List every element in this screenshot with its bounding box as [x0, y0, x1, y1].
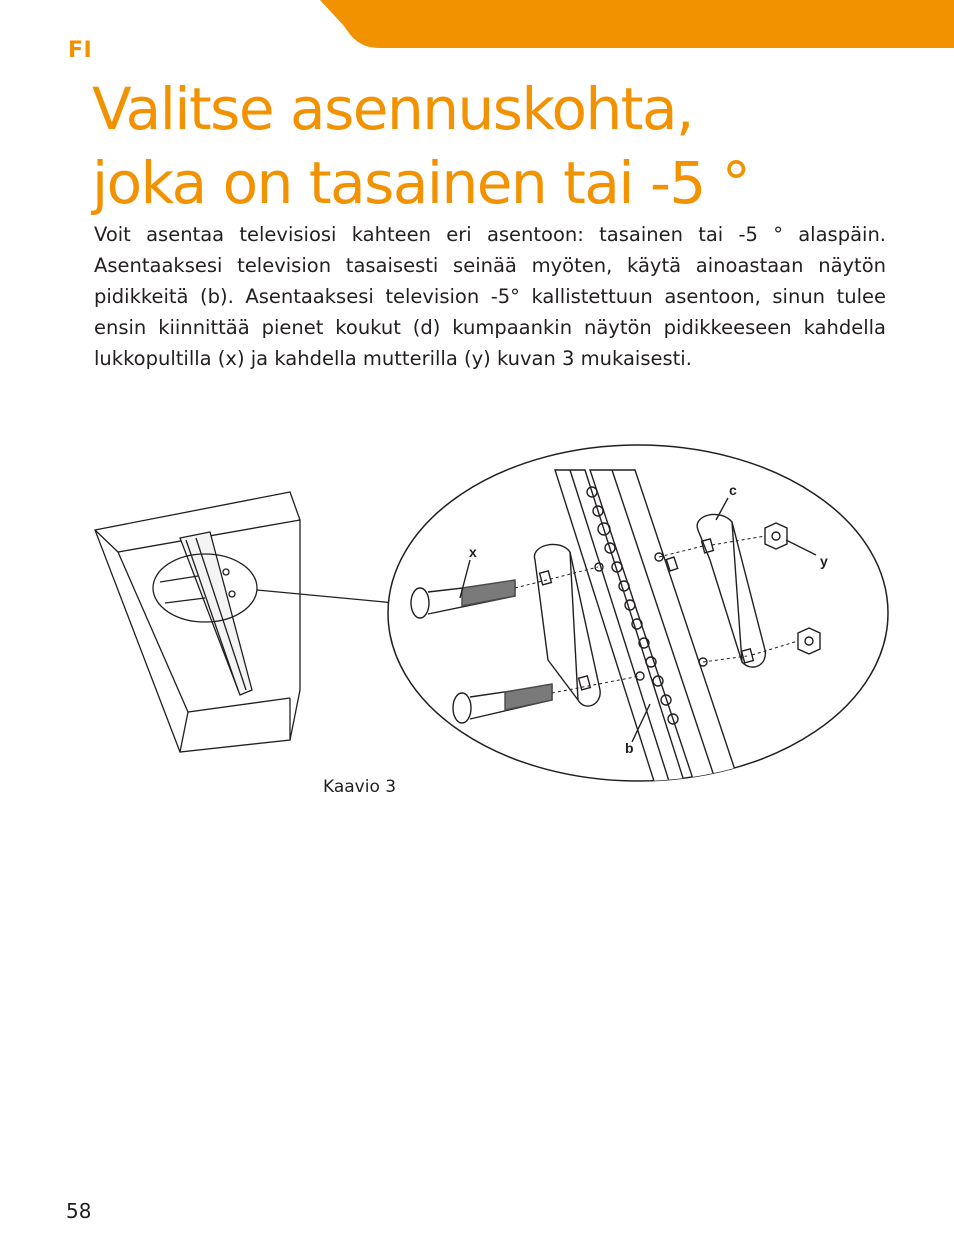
header-tab: [320, 0, 954, 48]
body-paragraph: Voit asentaa televisiosi kahteen eri asentoon: tasainen tai -5 ° alaspäin. Asentaaksesi television tasaisesti seinää myöten, käytä ainoastaan näytön pidikkeitä (b). Asentaaksesi television -5° kallistettuun asentoon, sinun tulee ensin kiinnittää pienet koukut (d) kumpaankin näytön pidikkeeseen kahdella lukkopultilla (x) ja kahdella mutterilla (y) kuvan 3 mukaisesti.: [94, 223, 886, 370]
page-title-line-2: joka on tasainen tai -5 °: [92, 149, 750, 217]
label-b: b: [625, 740, 634, 756]
tv-back-illustration: [95, 492, 395, 752]
label-x: x: [469, 544, 477, 560]
figure-caption: Kaavio 3: [323, 777, 397, 797]
nut-lower: [798, 628, 820, 654]
page-title-line-1: Valitse asennuskohta,: [92, 75, 693, 143]
language-code: FI: [68, 38, 93, 63]
nut-upper: [765, 523, 787, 549]
page-number: 58: [66, 1199, 92, 1223]
label-y: y: [820, 553, 828, 569]
page-title: [92, 72, 749, 220]
mounting-diagram: [0, 440, 954, 820]
label-c: c: [729, 482, 737, 498]
